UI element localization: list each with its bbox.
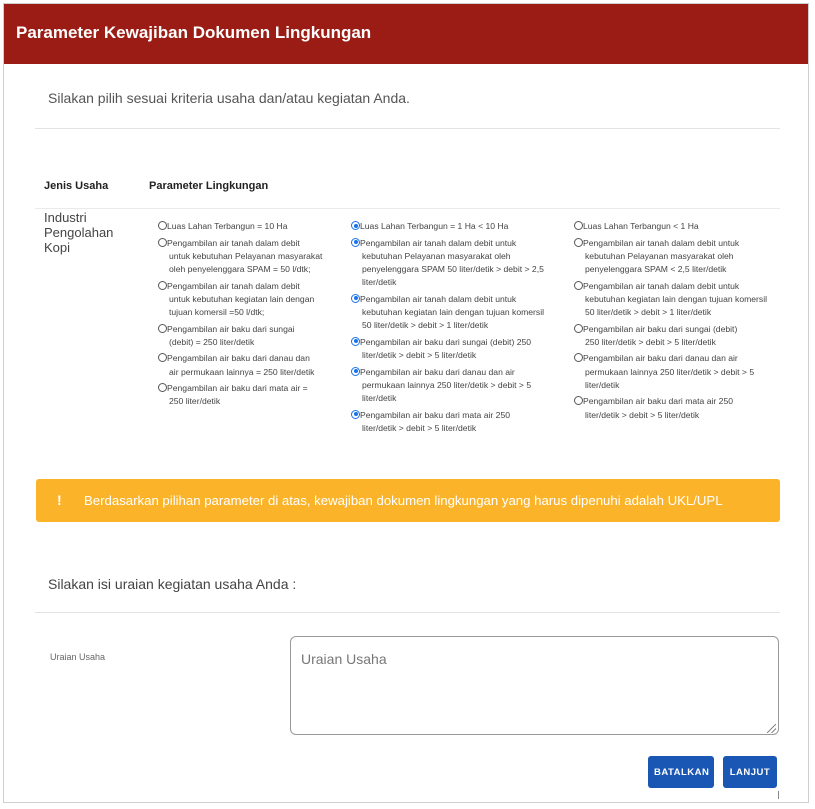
radio-unchecked-icon[interactable]: [574, 324, 583, 333]
option-label: Pengambilan air tanah dalam debit untuk: [583, 237, 740, 248]
form-prompt: Silakan isi uraian kegiatan usaha Anda :: [48, 576, 297, 592]
option-label: Pengambilan air baku dari sungai: [167, 323, 295, 334]
option-label: Pengambilan air tanah dalam debit untuk: [360, 293, 517, 304]
option-label: Pengambilan air tanah dalam debit untuk: [583, 280, 740, 291]
radio-checked-icon[interactable]: [351, 238, 360, 247]
option-label-continued: 250 liter/detik: [169, 396, 221, 407]
option-label: Pengambilan air tanah dalam debit: [167, 280, 300, 291]
option-label-continued: liter/detik > debit > 5 liter/detik: [362, 422, 477, 433]
option-label: Luas Lahan Terbangun = 10 Ha: [167, 221, 288, 231]
divider: [35, 612, 780, 613]
resize-handle-icon[interactable]: [767, 724, 776, 733]
column-header-jenis-usaha: Jenis Usaha: [44, 180, 109, 192]
alert-message: Berdasarkan pilihan parameter di atas, kewajiban dokumen lingkungan yang harus dipenuhi adalah UKL/UPL: [84, 493, 723, 508]
radio-unchecked-icon[interactable]: [158, 353, 167, 362]
option-label: Pengambilan air tanah dalam debit: [167, 237, 300, 248]
radio-checked-icon[interactable]: [351, 367, 360, 376]
option-label: Pengambilan air baku dari danau dan air: [583, 353, 738, 364]
scroll-indicator: [778, 791, 779, 799]
option-label: Pengambilan air baku dari sungai (debit) 250: [360, 336, 532, 347]
option-label-continued: air permukaan lainnya = 250 liter/detik: [169, 366, 315, 377]
option-label: Luas Lahan Terbangun = 1 Ha < 10 Ha: [360, 221, 509, 231]
dialog-header: [4, 4, 808, 64]
parameter-option[interactable]: [158, 323, 336, 349]
dialog: [3, 3, 809, 803]
cancel-button[interactable]: BATALKAN: [648, 756, 714, 788]
parameter-option[interactable]: [351, 237, 554, 290]
parameter-option[interactable]: [158, 382, 336, 408]
parameter-column-1: [158, 220, 336, 412]
parameter-option[interactable]: [158, 280, 336, 320]
next-button[interactable]: LANJUT: [723, 756, 777, 788]
option-label-continued: permukaan lainnya 250 liter/detik > debit > 5 liter/detik: [585, 366, 755, 390]
radio-unchecked-icon[interactable]: [574, 353, 583, 362]
option-label: Pengambilan air baku dari sungai (debit): [583, 323, 738, 334]
radio-checked-icon[interactable]: [351, 294, 360, 303]
uraian-usaha-label: Uraian Usaha: [50, 652, 106, 662]
option-label-continued: (debit) = 250 liter/detik: [169, 336, 255, 347]
radio-unchecked-icon[interactable]: [158, 238, 167, 247]
option-label-continued: kebutuhan Pelayanan masyarakat oleh penyelenggara SPAM 50 liter/detik > debit > 2,5 liter/detik: [362, 250, 544, 288]
radio-unchecked-icon[interactable]: [574, 238, 583, 247]
option-label: Pengambilan air baku dari danau dan air: [360, 366, 515, 377]
parameter-option[interactable]: [351, 220, 554, 233]
parameter-option[interactable]: [574, 395, 774, 421]
option-label-continued: kebutuhan Pelayanan masyarakat oleh penyelenggara SPAM < 2,5 liter/detik: [585, 250, 734, 274]
option-label: Pengambilan air baku dari mata air =: [167, 383, 308, 394]
parameter-option[interactable]: [574, 280, 774, 320]
parameter-option[interactable]: [158, 220, 336, 233]
parameter-column-3: [574, 220, 774, 425]
radio-unchecked-icon[interactable]: [574, 281, 583, 290]
dialog-title: Parameter Kewajiban Dokumen Lingkungan: [16, 23, 372, 42]
option-label: Pengambilan air baku dari mata air 250: [360, 409, 511, 420]
uraian-usaha-input[interactable]: [290, 636, 779, 735]
option-label-continued: liter/detik > debit > 5 liter/detik: [585, 409, 700, 420]
option-label-continued: permukaan lainnya 250 liter/detik > debit > 5 liter/detik: [362, 379, 532, 403]
divider: [35, 128, 780, 129]
parameter-option[interactable]: [158, 237, 336, 277]
radio-checked-icon[interactable]: [351, 410, 360, 419]
option-label: Pengambilan air tanah dalam debit untuk: [360, 237, 517, 248]
parameter-option[interactable]: [574, 220, 774, 233]
parameter-option[interactable]: [351, 409, 554, 435]
option-label-continued: 250 liter/detik > debit > 5 liter/detik: [585, 336, 716, 347]
usaha-name: Industri Pengolahan Kopi: [44, 210, 114, 255]
option-label: Pengambilan air baku dari danau dan: [167, 353, 310, 364]
row-divider: [35, 208, 780, 209]
option-label-continued: kebutuhan kegiatan lain dengan tujuan komersil 50 liter/detik > debit > 1 liter/detik: [585, 293, 768, 317]
parameter-option[interactable]: [351, 336, 554, 362]
radio-unchecked-icon[interactable]: [158, 281, 167, 290]
parameter-option[interactable]: [351, 366, 554, 406]
intro-text: Silakan pilih sesuai kriteria usaha dan/atau kegiatan Anda.: [48, 90, 410, 106]
parameter-column-2: [351, 220, 554, 438]
option-label: Pengambilan air baku dari mata air 250: [583, 396, 734, 407]
radio-unchecked-icon[interactable]: [158, 324, 167, 333]
parameter-option[interactable]: [574, 323, 774, 349]
parameter-option[interactable]: [574, 237, 774, 277]
radio-unchecked-icon[interactable]: [574, 221, 583, 230]
option-label-continued: untuk kebutuhan Pelayanan masyarakat oleh penyelenggara SPAM = 50 l/dtk;: [169, 250, 323, 274]
parameter-option[interactable]: [158, 352, 336, 378]
warning-icon: !: [57, 492, 62, 508]
radio-unchecked-icon[interactable]: [158, 383, 167, 392]
option-label-continued: kebutuhan kegiatan lain dengan tujuan komersil 50 liter/detik > debit > 1 liter/detik: [362, 307, 545, 331]
radio-checked-icon[interactable]: [351, 337, 360, 346]
radio-unchecked-icon[interactable]: [574, 396, 583, 405]
result-alert: [36, 479, 780, 522]
option-label-continued: untuk kebutuhan kegiatan lain dengan tujuan komersil =50 l/dtk;: [169, 293, 315, 317]
parameter-option[interactable]: [574, 352, 774, 392]
option-label: Luas Lahan Terbangun < 1 Ha: [583, 221, 699, 231]
radio-unchecked-icon[interactable]: [158, 221, 167, 230]
parameter-option[interactable]: [351, 293, 554, 333]
option-label-continued: liter/detik > debit > 5 liter/detik: [362, 350, 477, 360]
column-header-parameter: Parameter Lingkungan: [149, 180, 269, 192]
radio-checked-icon[interactable]: [351, 221, 360, 230]
